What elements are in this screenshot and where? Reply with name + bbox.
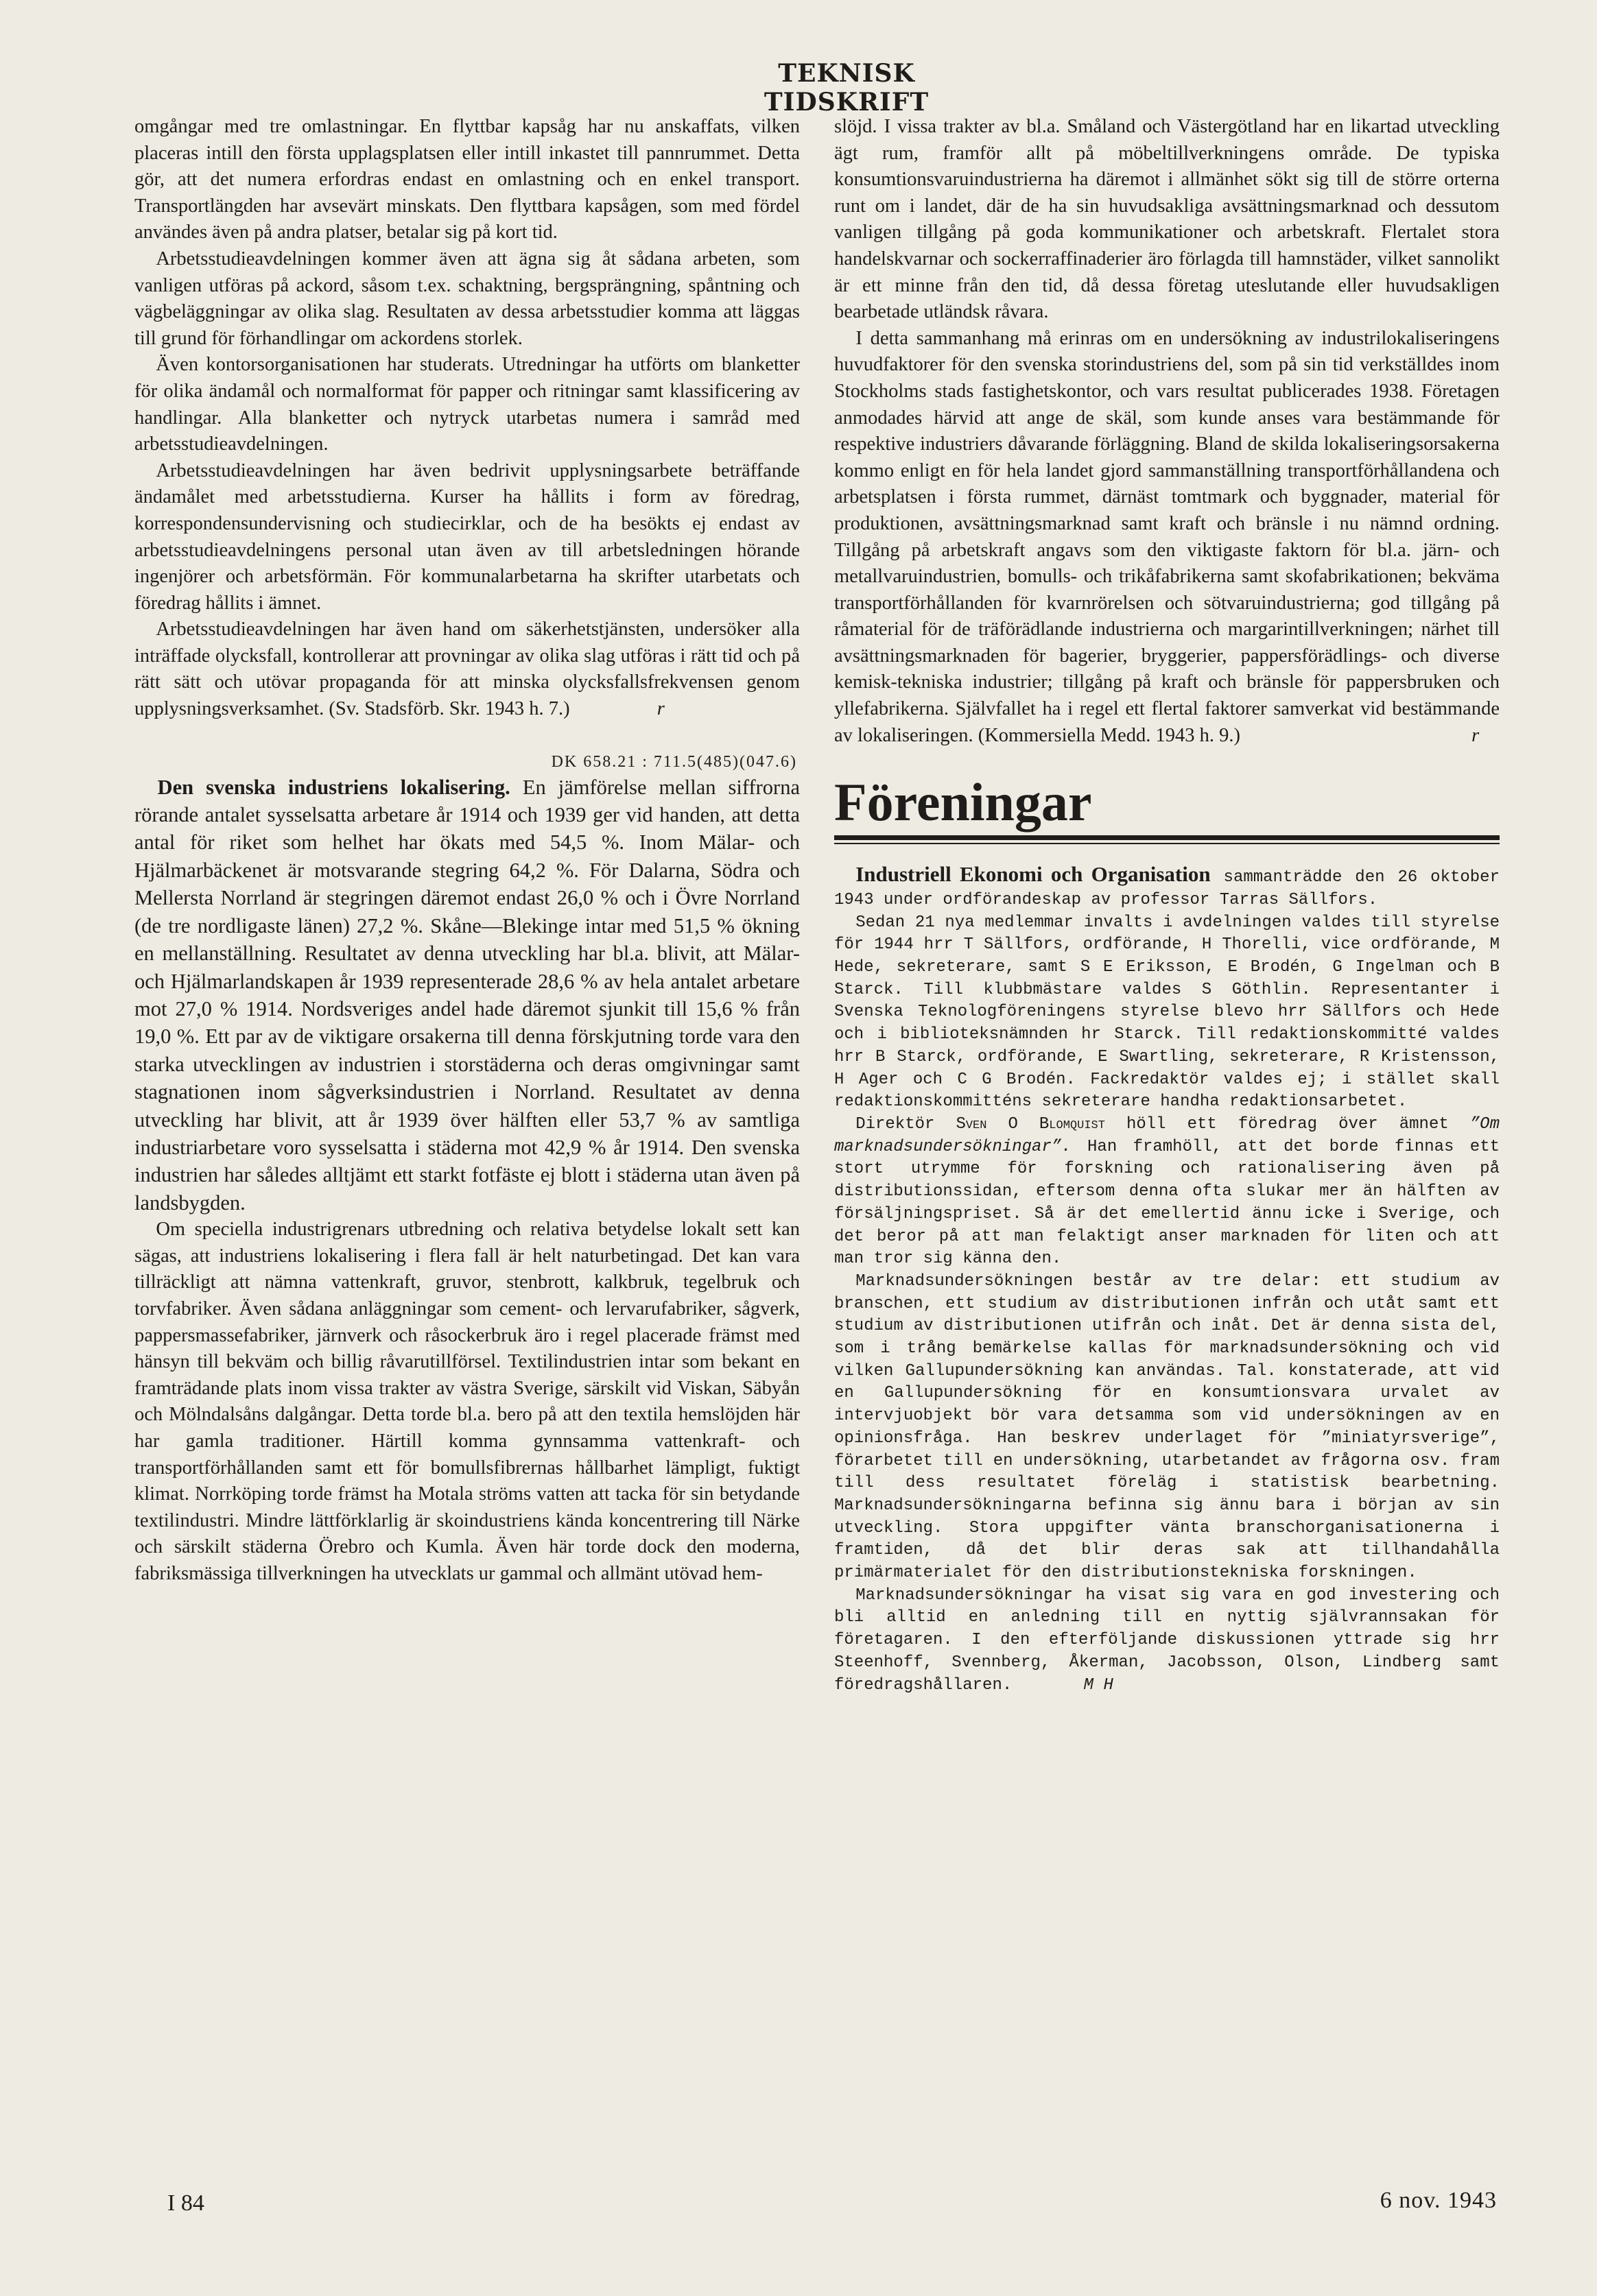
issue-date: 6 nov. 1943 xyxy=(1380,2188,1497,2213)
article-lead xyxy=(134,774,800,1217)
paragraph-text: höll ett föredrag över ämnet xyxy=(1126,1114,1449,1134)
paragraph: Arbetsstudieavdelningen har även bedrivit upplysningsarbete beträffande ändamålet med arbetsstudierna. Kurser ha hållits i form av föredrag, korrespondensundervisning och studiecirklar, och de ha besökts ej endast av arbetsstudieavdelningens personal utan även av till arbetsledningen hörande ingenjörer och arbetsförmän. För kommunalarbetarna ha skrifter utarbetats och föredrag hållits i ämnet. xyxy=(134,459,800,614)
paragraph-text: I detta sammanhang må erinras om en undersökning av industrilokaliseringens huvudfaktorer för den svenska storindustriens del, som på sin tid verkställdes inom Stockholms stads fastighetskontor, och vars resultat publicerades 1938. Företagen anmodades härvid att ange de skäl, som kunde anses vara bestämmande för respektive industriers dåvarande förläggning. Bland de skilda lokaliseringsorsakerna kommo enligt en för hela landet gjord sammanställning transportförhållandena och arbetsplatsen i första rummet, därnäst tomtmark och byggnader, material för produktionen, avsättningsmarknad samt kraft och bränsle i nu nämnd ordning. Tillgång på arbetskraft angavs som den viktigaste faktorn för bl.a. järn- och metallvaruindustrien, bomulls- och trikåfabrikerna samt skofabrikationen; bekväma transportförhållanden för kvarnrörelsen och sötvaruindustrierna; god tillgång på råmaterial för de träförädlande industrierna och margarintillverkningen; närhet till avsättningsmarknaden för bagerier, bryggerier, pappersförädlings- och diverse kemisk-tekniska industrier; tillgång på kraft och bränsle för pappersbruken och yllefabrikerna. Självfallet ha i regel ett flertal faktorer samverkat vid bestämmande av lokaliseringen. (Kommersiella Medd. 1943 h. 9.) xyxy=(834,327,1500,746)
section-heading: Föreningar xyxy=(834,772,1092,833)
signature: r xyxy=(656,698,665,720)
page-number: I 84 xyxy=(167,2190,204,2216)
signature: M H xyxy=(1083,1675,1113,1695)
right-column xyxy=(834,114,1500,1697)
article-lead-text: En jämförelse mellan siffrorna rörande antalet sysselsatta arbetare år 1914 och 1939 ger vid handen, att detta antal för riket som helhet har ökats med 54,5 %. Inom Mälar- och Hjälmarbäckenet är motsvarande stegring 64,2 %. För Dalarna, Södra och Mellersta Norrland är stegringen däremot endast 26,0 % och i Övre Norrland (de tre nordligaste länen) 27,2 %. Skåne—Blekinge intar med 51,5 % ökning en mellanställning. Resultatet av denna utveckling har bl.a. blivit, att Mälar- och Hjälmarlandskapen år 1939 representerade 28,6 % av hela antalet arbetare mot 27,0 % 1914. Nordsveriges andel hade däremot sjunkit till 15,6 % från 19,0 %. Ett par av de viktigare orsakerna till denna förskjutning torde vara den starka utvecklingen av industrien i storstäderna och deras omgivningar samt stagnationen inom sågverksindustrien i Norrland. Resultatet av denna utveckling har blivit, att år 1939 över hälften eller 53,7 % av samtliga industriarbetare voro sysselsatta i städerna mot 42,9 % år 1914. Den svenska industrien har således alltjämt ett starkt fotfäste ej blott i städerna utan även på landsbygden. xyxy=(134,775,801,1215)
association-title: Industriell Ekonomi och Organisation xyxy=(855,862,1211,887)
signature: r xyxy=(1471,724,1480,746)
section-rule-thin xyxy=(834,843,1500,844)
paragraph xyxy=(134,617,800,722)
article-title: Den svenska industriens lokalisering. xyxy=(157,775,510,799)
paragraph xyxy=(834,863,1500,911)
paragraph-text: Marknadsundersökningar ha visat sig vara en god investering och bli alltid en anledning till en nyttig självrannsakan för företagaren. I den efterföljande diskussionen yttrade sig hrr Steenhoff, Svennberg, Åkerman, Jacobsson, Olson, Lindberg samt föredragshållaren. xyxy=(834,1586,1500,1695)
paragraph xyxy=(834,1114,1500,1271)
journal-header: TEKNISK TIDSKRIFT xyxy=(764,59,930,117)
paragraph-text: Direktör xyxy=(855,1114,935,1134)
section-rule-thick xyxy=(834,835,1500,840)
paragraph: Arbetsstudieavdelningen kommer även att ägna sig åt sådana arbeten, som vanligen utföras på ackord, såsom t.ex. schaktning, bergsprängning, spåntning och vägbeläggningar av olika slag. Resultaten av dessa arbetsstudier komma att läggas till grund för förhandlingar om ackordens storlek. xyxy=(134,248,800,349)
paragraph: slöjd. I vissa trakter av bl.a. Småland och Västergötland har en likartad utveckling ägt rum, framför allt på möbeltillverkningens område. De typiska konsumtionsvaruindustrierna ha däremot i allmänhet sökt sig till de större orterna runt om i landet, där de ha sin huvudsakliga avsättningsmarknad och dessutom vanligen tillgång på goda kommunikationer och arbetskraft. Flertalet stora handelskvarnar och sockerraffinaderier äro förlagda till hamnstäder, vilket sannolikt är ett minne från den tid, då dessa företag uteslutande eller huvudsakligen bearbetade utländsk råvara. xyxy=(834,116,1500,323)
paragraph-text: Arbetsstudieavdelningen har även hand om säkerhetstjänsten, undersöker alla inträffade olycksfall, kontrollerar att provningar av olika slag utföras i rätt tid och på rätt sätt och utövar propaganda för att minska olycksfallsfrekvensen genom upplysningsverksamhet. (Sv. Stadsförb. Skr. 1943 h. 7.) xyxy=(134,619,800,720)
paragraph: Marknadsundersökningen består av tre delar: ett studium av branschen, ett studium av distributionen infrån och utåt samt ett studium av distributionen utifrån och inåt. Det är denna sista del, som i trång bemärkelse kallas för marknadsundersökning och vid vilken Gallupundersökning kan användas. Tal. konstaterade, att vid en Gallupundersökning för en konsumtionsvara urvalet av intervjuobjekt bör vara detsamma som vid undersökningen av en opinionsfråga. Han beskrev underlaget för ”miniatyrsverige”, förarbetet till en undersökning, utarbetandet av frågorna osv. fram till dess resultatet föreläg i statistisk bearbetning. Marknadsundersökningarna befinna sig ännu bara i början av sin utveckling. Stora uppgifter vänta branschorganisationerna i framtiden, då det blir deras sak att tillhandahålla primärmaterialet för den distributionstekniska forskningen. xyxy=(834,1271,1500,1583)
lecture-topic: ”Om marknadsundersökningar”. xyxy=(834,1114,1500,1156)
paragraph-text: sammanträdde den 26 oktober 1943 under ordförandeskap av professor Tarras Sällfors. xyxy=(834,868,1500,909)
speaker-name: Sven O Blomquist xyxy=(956,1114,1105,1134)
left-column xyxy=(134,114,800,1587)
paragraph xyxy=(834,1585,1500,1697)
paragraph-text: Han framhöll, att det borde finnas ett stort utrymme för forskning och rationalisering även på distributionssidan, eftersom denna ofta slukar mer än hälften av försäljningspriset. Så är det emellertid ännu icke i Sverige, och det beror på att man felaktigt anser marknaden för liten och att man tror sig känna den. xyxy=(834,1137,1500,1269)
paragraph: Även kontorsorganisationen har studerats. Utredningar ha utförts om blanketter för olika ändamål och normalformat för papper och ritningar samt klassificering av handlingar. Alla blanketter och nytryck utarbetas numera i samråd med arbetsstudieavdelningen. xyxy=(134,354,800,455)
paragraph xyxy=(834,326,1500,750)
paragraph: Om speciella industrigrenars utbredning och relativa betydelse lokalt sett kan sägas, att industriens lokalisering i flera fall är helt naturbetingad. Det kan vara tillräckligt att nämna vattenkraft, gruvor, stenbrott, kalkbruk, tegelbruk och torvfabriker. Även sådana anläggningar som cement- och lervarufabriker, sågverk, pappersmassefabriker, järnverk och råsockerbruk äro i regel placerade främst med hänsyn till bekväm och billig råvarutillförsel. Textilindustrien intar som bekant en framträdande plats inom vissa trakter av västra Sverige, särskilt vid Viskan, Säbyån och Mölndalsåns dalgångar. Detta torde bl.a. bero på att den textila hemslöjden här har gamla traditioner. Härtill komma gynnsamma vattenkraft- och transportförhållanden samt ett för bomullsfibrernas hållbarhet lämpligt, fuktigt klimat. Norrköping torde främst ha Motala ströms vatten att tacka för sin betydande textilindustri. Mindre lättförklarlig är skoindustriens kända koncentrering till Närke och särskilt städerna Örebro och Kumla. Även här torde dock den moderna, fabriksmässiga tillverkningen ha utvecklats ur gammal och allmänt utövad hem- xyxy=(134,1219,800,1584)
classification-code: DK 658.21 : 711.5(485)(047.6) xyxy=(551,752,797,771)
paragraph: Sedan 21 nya medlemmar invalts i avdelningen valdes till styrelse för 1944 hrr T Sällfors, ordförande, H Thorelli, vice ordförande, M Hede, sekreterare, samt S E Eriksson, E Brodén, G Ingelman och B Starck. Till klubbmästare valdes S Göthlin. Representanter i Svenska Teknologföreningens styrelse blevo hrr Sällfors och Hede och i biblioteksnämnden hr Starck. Till redaktionskommitté valdes hrr B Starck, ordförande, E Swartling, sekreterare, R Kristensson, H Ager och C G Brodén. Fackredaktör valdes ej; i stället skall redaktionskommitténs sekreterare handha redaktionsarbetet. xyxy=(834,913,1500,1112)
association-report xyxy=(834,863,1500,1697)
paragraph: omgångar med tre omlastningar. En flyttbar kapsåg har nu anskaffats, vilken placeras intill den första upplagsplatsen eller intill inkastet till pannrummet. Detta gör, att det numera erfordras endast en omlastning och en enkel transport. Transportlängden har avsevärt minskats. Den flyttbara kapsågen, som med fördel användes även på andra platser, betalar sig på kort tid. xyxy=(134,116,800,243)
